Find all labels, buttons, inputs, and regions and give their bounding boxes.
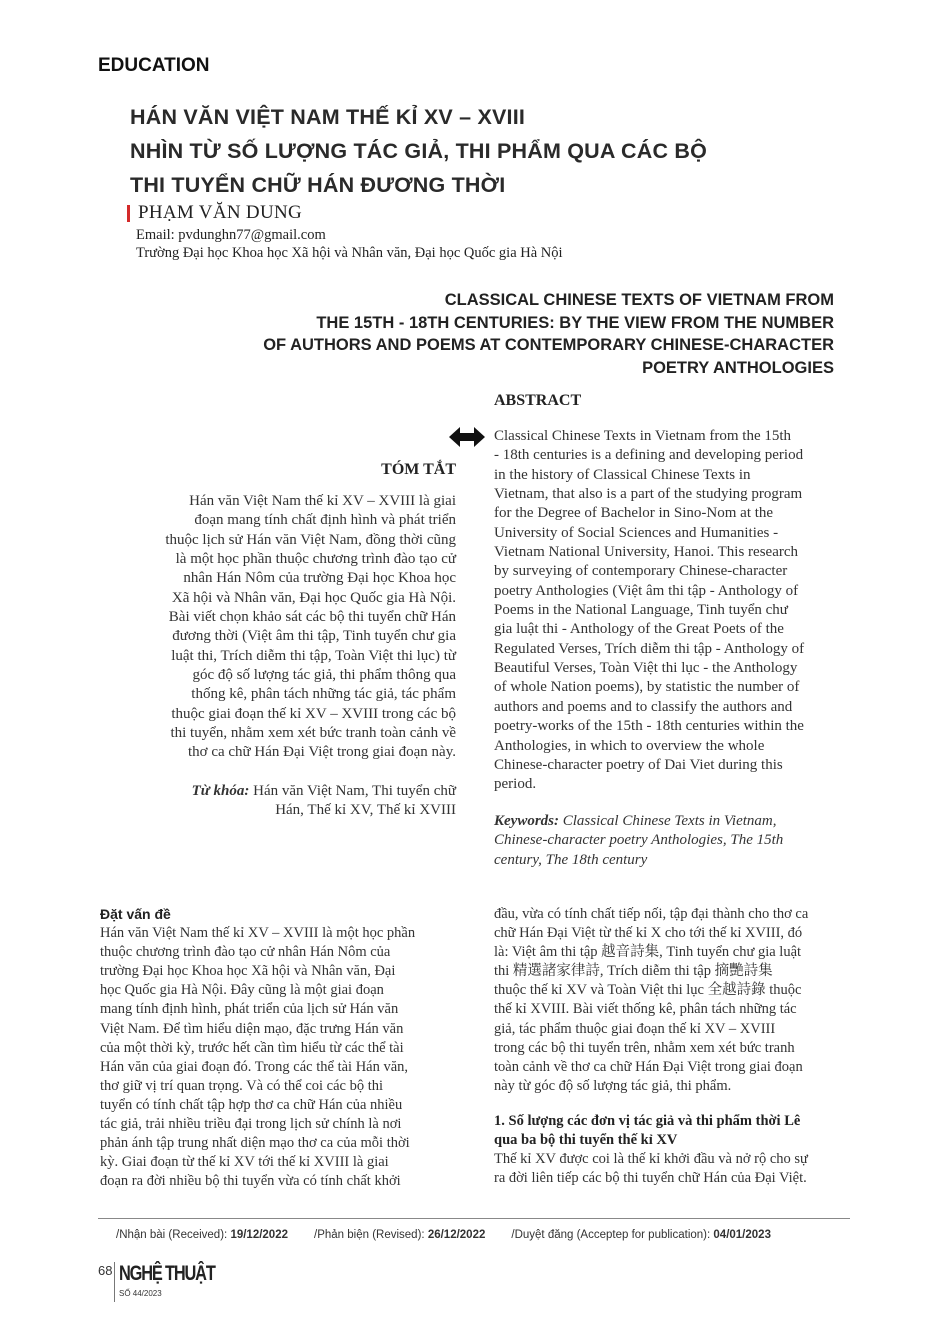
tom-tat-line: Hán văn Việt Nam thế kỉ XV – XVIII là giai	[189, 493, 456, 509]
author-affiliation: Trường Đại học Khoa học Xã hội và Nhân văn, Đại học Quốc gia Hà Nội	[136, 245, 563, 261]
abstract-line: gia luật thi - Anthology of the Great Poets of the	[494, 621, 784, 638]
keywords-line: Hán, Thế kỉ XV, Thế kỉ XVIII	[275, 802, 456, 819]
revised-label: Phản biện (Revised):	[317, 1229, 425, 1241]
section-heading: qua ba bộ thi tuyển thế kỉ XV	[494, 1132, 678, 1149]
page-number-divider	[114, 1262, 115, 1302]
abstract-line: Anthologies, in which to overview the whole	[494, 737, 765, 754]
keywords-line: Classical Chinese Texts in Vietnam,	[562, 813, 777, 829]
title-line: POETRY ANTHOLOGIES	[642, 358, 834, 377]
body-line: đoạn ra đời nhiều bộ thi tuyển vừa có tính chất khởi	[100, 1173, 401, 1190]
keywords-line: century, The 18th century	[494, 851, 648, 868]
abstract-line: period.	[494, 776, 537, 793]
abstract-line: Poems in the National Language, Tinh tuyển chư	[494, 602, 788, 619]
body-line: Thế kỉ XV được coi là thế kỉ khởi đầu và nở rộ cho sự	[494, 1151, 808, 1168]
body-line: trường Đại học Khoa học Xã hội và Nhân văn, Đại	[100, 963, 396, 980]
body-line: thuộc thế kỉ XV và Toàn Việt thi lục 全越詩錄 thuộc	[494, 982, 802, 999]
abstract-line: Classical Chinese Texts in Vietnam from the 15th	[494, 428, 792, 444]
abstract-line: poetry Anthologies (Việt âm thi tập - Anthology of	[494, 582, 799, 599]
body-line: phản ánh tập trung nhất diện mạo thơ ca của mỗi thời	[100, 1135, 410, 1152]
abstract-line: Beautiful Verses, Toàn Việt thi lục - the Anthology	[494, 660, 798, 677]
tom-tat-line: thơ ca chữ Hán Đại Việt trong giai đoạn này.	[187, 744, 456, 761]
abstract-line: for the Degree of Bachelor in Sino-Nom at the	[494, 505, 774, 522]
revised-date: 26/12/2022	[427, 1229, 486, 1241]
received-date: 19/12/2022	[230, 1229, 288, 1241]
accepted-label: Duyệt đăng (Acceptep for publication):	[514, 1229, 711, 1241]
title-line: OF AUTHORS AND POEMS AT CONTEMPORARY CHINESE-CHARACTER	[263, 336, 834, 354]
body-line: mang tính định hình, phát triển của lịch sử Hán văn	[100, 1001, 399, 1018]
abstract-line: poetry-works of the 15th - 18th centuries within the	[494, 718, 804, 735]
abstract-line: University of Social Sciences and Humanities -	[494, 524, 779, 541]
footer-dates: /Nhận bài (Received): 19/12/2022 /Phản biện (Revised): 26/12/2022 /Duyệt đăng (Acceptep for publication): 04/01/2023	[116, 1229, 771, 1241]
title-line: CLASSICAL CHINESE TEXTS OF VIETNAM FROM	[444, 291, 834, 309]
abstract-line: Chinese-character poetry of Dai Viet during this	[494, 756, 783, 773]
keywords-line: Chinese-character poetry Anthologies, The 15th	[494, 832, 784, 849]
body-line: tuyển có tính chất tập hợp thơ ca chữ Hán của nhiều	[100, 1096, 403, 1113]
section-label: EDUCATION	[98, 55, 210, 76]
tom-tat-line: thuộc giai đoạn thế kỉ XV – XVIII trong các bộ	[171, 705, 456, 722]
keywords-line: Hán văn Việt Nam, Thi tuyển chữ	[253, 783, 456, 799]
title-line: HÁN VĂN VIỆT NAM THẾ KỈ XV – XVIII	[130, 105, 526, 129]
tom-tat-line: nhân Hán Nôm của trường Đại học Khoa học	[183, 570, 456, 587]
body-line: kỳ. Giai đoạn từ thế kỉ XV tới thế kỉ XVIII là giai	[100, 1154, 389, 1171]
article-title-english	[134, 289, 834, 379]
keywords-label: Keywords:	[494, 813, 559, 829]
body-line: thuộc chương trình đào tạo cử nhân Hán Nôm của	[100, 944, 391, 961]
body-line: ra đời liên tiếp các bộ thi tuyển chữ Hán của Đại Việt.	[494, 1170, 807, 1187]
tom-tat-line: Xã hội và Nhân văn, Đại học Quốc gia Hà Nội.	[171, 589, 456, 606]
author-marker	[127, 205, 130, 222]
body-line: chữ Hán Đại Việt từ thế kỉ X cho tới thế kỉ XVIII, đó	[494, 925, 803, 942]
body-line: đầu, vừa có tính chất tiếp nối, tập đại thành cho thơ ca	[494, 906, 809, 922]
body-line: thi 精選諸家律詩, Trích diễm thi tập 摘艷詩集	[494, 963, 773, 980]
page-number: 68	[98, 1263, 113, 1278]
body-line: của một thời kỳ, trước hết cần tìm hiểu từ các thể tài	[100, 1039, 404, 1056]
body-line: toàn cảnh về thơ ca chữ Hán Đại Việt trong giai đoạn	[494, 1058, 803, 1075]
tom-tat-line: thống kê, phân tách những tác giả, tác phẩm	[191, 686, 456, 703]
double-arrow-icon	[449, 425, 485, 449]
received-label: Nhận bài (Received):	[119, 1229, 228, 1241]
body-column-left	[100, 905, 458, 1191]
abstract-line: in the history of Classical Chinese Texts in	[494, 466, 751, 483]
accepted-date: 04/01/2023	[713, 1229, 771, 1241]
tom-tat-heading: TÓM TẮT	[381, 461, 456, 478]
body-line: học Quốc gia Hà Nội. Đây cũng là một giai đoạn	[100, 982, 384, 999]
abstract-line: - 18th centuries is a defining and developing period	[494, 447, 804, 464]
body-line: Hán văn Việt Nam thế kỉ XV – XVIII là một học phần	[100, 925, 416, 942]
tom-tat-body	[96, 492, 456, 763]
section-heading: Đặt vấn đề	[100, 906, 171, 922]
article-title-vietnamese	[130, 100, 850, 202]
abstract-line: authors and poems and to classify the authors and	[494, 698, 793, 715]
journal-logo: NGHỆ THUẬT	[119, 1262, 215, 1285]
author-name: PHẠM VĂN DUNG	[138, 202, 303, 223]
tom-tat-line: thi tuyển, nhằm xem xét bức tranh toàn cảnh về	[170, 725, 456, 742]
body-line: giả, tác phẩm thuộc giai đoạn thế kỉ XV – XVIII	[494, 1020, 776, 1037]
keywords-english	[494, 812, 860, 870]
keywords-vietnamese	[96, 782, 456, 821]
body-line: này từ góc độ số lượng tác giả, thi phẩm.	[494, 1077, 732, 1094]
tom-tat-line: đương thời (Việt âm thi tập, Tinh tuyển chư gia	[172, 628, 456, 645]
title-line: NHÌN TỪ SỐ LƯỢNG TÁC GIẢ, THI PHẨM QUA CÁC BỘ	[130, 139, 708, 163]
abstract-line: Vietnam, that also is a part of the studying program	[494, 486, 803, 503]
footer-divider	[98, 1218, 850, 1219]
body-column-right	[494, 905, 856, 1188]
section-heading: 1. Số lượng các đơn vị tác giả và thi phẩm thời Lê	[494, 1112, 801, 1129]
abstract-line: by surveying of contemporary Chinese-character	[494, 563, 788, 580]
body-line: tác giả, trải nhiều triều đại trong lịch sử chính là nơi	[100, 1116, 402, 1133]
abstract-line: Regulated Verses, Trích diễm thi tập - Anthology of	[494, 640, 805, 657]
abstract-body	[494, 427, 860, 795]
tom-tat-line: Bài viết chọn khảo sát các bộ thi tuyển chữ Hán	[168, 609, 456, 626]
author-email: Email: pvdunghn77@gmail.com	[136, 227, 326, 243]
body-line: thế kỉ XVIII. Bài viết thống kê, phân tách những tác	[494, 1001, 797, 1018]
body-line: là: Việt âm thi tập 越音詩集, Tinh tuyển chư gia luật	[494, 944, 802, 961]
body-line: Việt Nam. Để tìm hiểu diện mạo, đặc trưng Hán văn	[100, 1020, 404, 1037]
tom-tat-line: góc độ số lượng tác giả, thi phẩm thông qua	[192, 667, 456, 684]
tom-tat-line: luật thi, Trích diễm thi tập, Toàn Việt thi lục) từ	[171, 647, 456, 664]
body-line: thơ giữ vị trí quan trọng. Và có thể coi các bộ thi	[100, 1077, 384, 1094]
tom-tat-line: đoạn mang tính chất định hình và phát triển	[194, 512, 456, 529]
tom-tat-line: thuộc lịch sử Hán văn Việt Nam, đồng thời cũng	[165, 531, 456, 548]
abstract-line: Vietnam National University, Hanoi. This research	[494, 544, 799, 561]
title-line: THE 15TH - 18TH CENTURIES: BY THE VIEW FROM THE NUMBER	[316, 313, 834, 332]
title-line: THI TUYỂN CHỮ HÁN ĐƯƠNG THỜI	[130, 173, 506, 197]
abstract-heading: ABSTRACT	[494, 392, 582, 409]
tom-tat-line: là một học phần thuộc chương trình đào tạo cử	[175, 551, 456, 568]
keywords-label: Từ khóa:	[191, 783, 250, 799]
journal-issue: SỐ 44/2023	[119, 1289, 162, 1298]
abstract-line: of whole Nation poems), by statistic the number of	[494, 679, 800, 696]
body-line: trong các bộ thi tuyển trên, nhằm xem xét bức tranh	[494, 1039, 795, 1056]
body-line: Hán văn của giai đoạn đó. Trong các thể tài Hán văn,	[100, 1058, 409, 1075]
